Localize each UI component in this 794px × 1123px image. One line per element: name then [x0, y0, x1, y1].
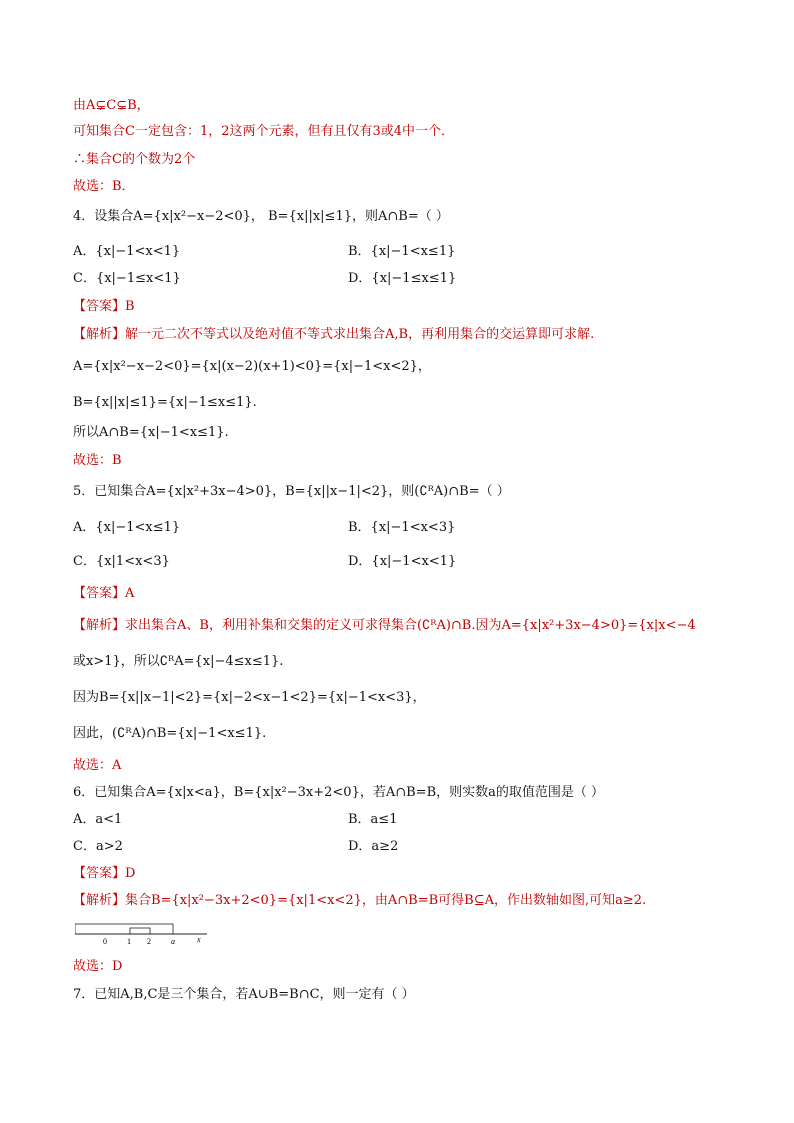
- set-a-range: [75, 924, 173, 934]
- q6-option-a: A．a<1: [73, 812, 123, 827]
- q5-step-1: 或x>1}，所以∁ᴿA={x|−4≤x≤1}.: [73, 654, 284, 669]
- q6-choice: 故选：D: [73, 959, 123, 974]
- q4-step-2: B={x||x|≤1}={x|−1≤x≤1}.: [73, 395, 257, 410]
- q4-option-b: B．{x|−1<x≤1}: [348, 244, 456, 259]
- tick-label-1: 1: [127, 937, 131, 946]
- q5-option-c: C．{x|1<x<3}: [73, 554, 170, 569]
- tick-label-2: 2: [147, 937, 151, 946]
- q4-answer: 【答案】B: [73, 299, 135, 314]
- q4-option-a: A．{x|−1<x<1}: [73, 244, 181, 259]
- question-6: 6．已知集合A={x|x<a}，B={x|x²−3x+2<0}，若A∩B=B，则实数a的取值范围是（ ）: [73, 785, 605, 800]
- q4-option-d: D．{x|−1≤x≤1}: [348, 271, 457, 286]
- q4-option-c: C．{x|−1≤x<1}: [73, 271, 181, 286]
- q5-option-d: D．{x|−1<x<1}: [348, 554, 457, 569]
- tick-label-a: a: [171, 937, 175, 946]
- q5-choice: 故选：A: [73, 758, 122, 773]
- q5-step-2: 因为B={x||x−1|<2}={x|−2<x−1<2}={x|−1<x<3}，: [73, 690, 426, 705]
- q5-answer: 【答案】A: [73, 586, 135, 601]
- q5-option-b: B．{x|−1<x<3}: [348, 520, 456, 535]
- line-0: 由A⊊C⊊B，: [73, 98, 150, 113]
- question-7: 7．已知A,B,C是三个集合，若A∪B=B∩C，则一定有（ ）: [73, 987, 415, 1002]
- q6-option-c: C．a>2: [73, 839, 123, 854]
- question-5: 5．已知集合A={x|x²+3x−4>0}，B={x||x−1|<2}，则(∁ᴿA)∩B=（ ）: [73, 484, 510, 499]
- line-3: 故选：B．: [73, 179, 135, 194]
- q4-choice: 故选：B: [73, 453, 122, 468]
- q5-step-3: 因此，(∁ᴿA)∩B={x|−1<x≤1}.: [73, 726, 267, 741]
- q4-analysis: 【解析】解一元二次不等式以及绝对值不等式求出集合A,B，再利用集合的交运算即可求解.: [73, 327, 595, 342]
- question-4: 4．设集合A={x|x²−x−2<0}， B={x||x|≤1}，则A∩B=（ ）: [73, 209, 449, 224]
- q6-option-d: D．a≥2: [348, 839, 399, 854]
- tick-label-0: 0: [103, 937, 107, 946]
- number-line-figure: [75, 918, 215, 946]
- q6-option-b: B．a≤1: [348, 812, 398, 827]
- line-2: ∴集合C的个数为2个: [73, 152, 196, 167]
- line-1: 可知集合C一定包含：1，2这两个元素，但有且仅有3或4中一个．: [73, 124, 455, 139]
- q4-step-1: A={x|x²−x−2<0}={x|(x−2)(x+1)<0}={x|−1<x<2}，: [73, 359, 431, 374]
- tick-label-x: x: [197, 935, 201, 944]
- q6-analysis: 【解析】集合B={x|x²−3x+2<0}={x|1<x<2}，由A∩B=B可得B⊆A，作出数轴如图,可知a≥2.: [73, 893, 647, 908]
- q5-option-a: A．{x|−1<x≤1}: [73, 520, 181, 535]
- q4-step-3: 所以A∩B={x|−1<x≤1}.: [73, 425, 229, 440]
- q5-analysis: 【解析】求出集合A、B，利用补集和交集的定义可求得集合(∁ᴿA)∩B.因为A={x|x²+3x−4>0}={x|x<−4: [73, 618, 696, 633]
- set-b-range: [130, 928, 150, 934]
- q6-answer: 【答案】D: [73, 866, 136, 881]
